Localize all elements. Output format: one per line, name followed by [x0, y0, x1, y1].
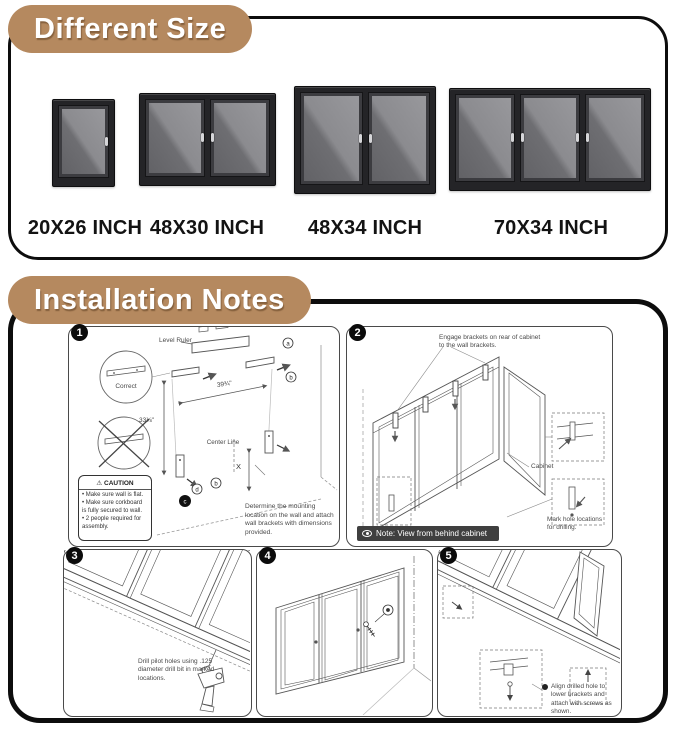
correct-label: Correct: [115, 383, 137, 390]
door-glass: [214, 103, 266, 173]
eye-icon: [362, 530, 372, 537]
door-handle: [369, 134, 372, 143]
callout-d-label: d: [195, 487, 199, 494]
size-label-48x30: 48X30 INCH: [149, 217, 265, 239]
door-glass: [589, 98, 641, 178]
cabinet-door: [585, 94, 645, 182]
center-line-label: Center Line: [206, 439, 240, 446]
callout-a-label: a: [286, 341, 290, 348]
step4-number-badge: 4: [259, 547, 276, 564]
door-glass: [62, 109, 105, 174]
warning-icon: ⚠: [96, 480, 103, 487]
size-label-20x26: 20X26 INCH: [27, 217, 143, 239]
step5-number-badge: 5: [440, 547, 457, 564]
step2-instruction: Engage brackets on rear of cabinet to the wall brackets.: [439, 334, 541, 350]
cabinet-70x34: [449, 88, 651, 191]
correct-bracket-detail: [100, 351, 170, 403]
x-dimension-label: X: [236, 462, 242, 471]
step5-panel: [437, 549, 622, 717]
step2-number-badge: 2: [349, 324, 366, 341]
cabinet-door: [145, 99, 205, 177]
callout-b: [286, 372, 296, 382]
wall-bracket-icon: [172, 357, 287, 379]
cabinet-label: Cabinet: [531, 463, 554, 470]
step1-number-badge: 1: [71, 324, 88, 341]
door-glass: [524, 98, 576, 178]
cabinet-door: [455, 94, 515, 182]
step2-panel: [346, 326, 613, 547]
cabinet-door: [58, 105, 109, 178]
step1-panel: [68, 326, 340, 547]
step4-diagram-art: [257, 550, 431, 715]
callout-b-label: b: [289, 375, 293, 382]
different-size-title: Different Size: [8, 5, 252, 53]
step3-panel: [63, 549, 252, 717]
step4-panel: [256, 549, 433, 717]
caution-title: ⚠ CAUTION: [79, 476, 151, 490]
door-glass: [372, 96, 427, 181]
cabinet-48x30: [139, 93, 276, 186]
size-label-48x34: 48X34 INCH: [307, 217, 423, 239]
step3-note: Drill pilot holes using .125 diameter drill bit in marked locations.: [138, 658, 215, 682]
caution-item: • 2 people required for assembly.: [82, 516, 148, 532]
door-handle: [586, 133, 589, 142]
step5-note: Align drilled hole to lower brackets and attach with screws as shown.: [551, 683, 612, 715]
door-handle: [105, 137, 108, 146]
door-handle: [211, 133, 214, 142]
installation-notes-title: Installation Notes: [8, 276, 311, 324]
door-handle: [201, 133, 204, 142]
callout-b2-label: b: [214, 481, 218, 488]
callout-c-label: c: [183, 499, 187, 506]
cabinet-20x26: [52, 99, 115, 187]
view-note-banner: [357, 526, 499, 541]
door-handle: [359, 134, 362, 143]
height-dimension: 33⅛": [139, 417, 154, 424]
level-ruler-label: Level Ruler: [159, 337, 192, 344]
door-handle: [521, 133, 524, 142]
caution-box: [78, 475, 152, 541]
door-glass: [149, 103, 201, 173]
view-note-text: Note: View from behind cabinet: [376, 529, 488, 538]
cabinet-door: [300, 92, 363, 185]
door-handle: [511, 133, 514, 142]
callout-b2: [211, 478, 221, 488]
cabinet-door: [210, 99, 270, 177]
mark-holes-label: Mark hole locations for drilling.: [547, 516, 603, 532]
rear-bracket-icons: [393, 365, 488, 439]
callout-d: [192, 484, 202, 494]
step1-note: Determine the mounting location on the wall and attach wall brackets with dimensions provided.: [245, 503, 334, 536]
callout-a: [283, 338, 293, 348]
caution-item: • Make sure wall is flat.: [82, 492, 148, 500]
cabinet-door: [368, 92, 431, 185]
caution-list: [79, 490, 151, 534]
step2-diagram-art: [347, 327, 611, 545]
cabinet-rear-art: [373, 357, 545, 531]
cabinet-door: [520, 94, 580, 182]
door-handle: [576, 133, 579, 142]
step3-diagram-art: [64, 550, 250, 715]
size-label-70x34: 70X34 INCH: [493, 217, 609, 239]
step5-note-row: [542, 683, 618, 716]
callout-c: [179, 495, 191, 507]
step3-number-badge: 3: [66, 547, 83, 564]
width-dimension: 39¾": [216, 379, 233, 390]
door-glass: [459, 98, 511, 178]
bracket-screw-detail: [490, 658, 528, 698]
door-glass: [304, 96, 359, 181]
mounted-cabinet-art: [276, 568, 404, 694]
cabinet-48x34: [294, 86, 436, 194]
callout-dot-icon: [542, 684, 548, 690]
caution-item: • Make sure corkboard is fully secured to wall.: [82, 500, 148, 516]
